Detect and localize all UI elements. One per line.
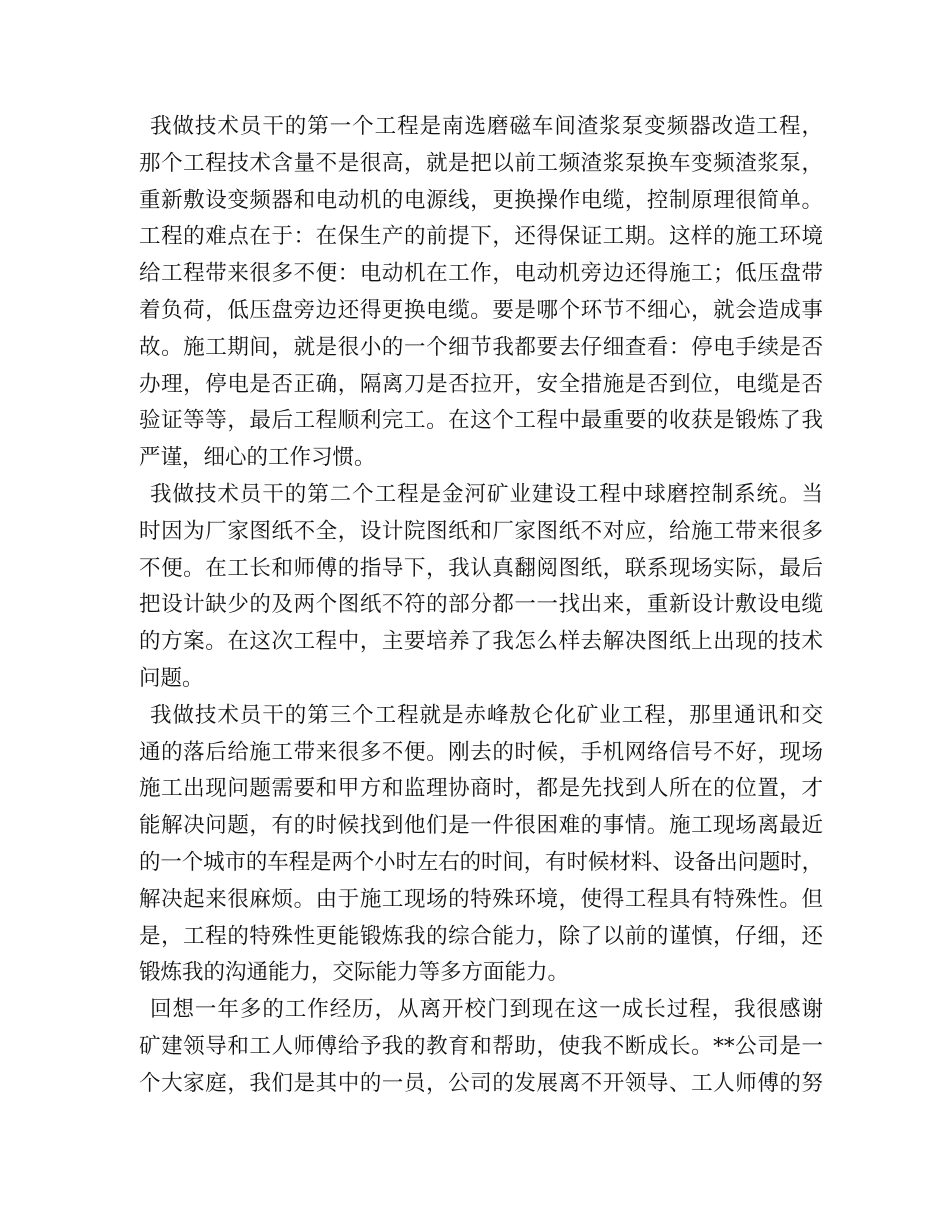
text-line: 个大家庭，我们是其中的一员，公司的发展离不开领导、工人师傅的努 <box>139 1070 823 1096</box>
text-line: 矿建领导和工人师傅给予我的教育和帮助，使我不断成长。**公司是一 <box>139 1033 823 1059</box>
text-line: 的一个城市的车程是两个小时左右的时间，有时候材料、设备出问题时， <box>139 849 823 875</box>
text-line: 那个工程技术含量不是很高，就是把以前工频渣浆泵换车变频渣浆泵， <box>139 150 823 176</box>
text-line: 通的落后给施工带来很多不便。刚去的时候，手机网络信号不好，现场 <box>139 739 823 765</box>
text-line: 我做技术员干的第一个工程是南选磨磁车间渣浆泵变频器改造工程， <box>150 114 823 139</box>
text-line: 我做技术员干的第二个工程是金河矿业建设工程中球磨控制系统。当 <box>150 481 823 507</box>
text-line: 施工出现问题需要和甲方和监理协商时，都是先找到人所在的位置，才 <box>139 776 823 802</box>
text-line: 着负荷，低压盘旁边还得更换电缆。要是哪个环节不细心，就会造成事 <box>139 297 823 323</box>
text-line: 的方案。在这次工程中，主要培养了我怎么样去解决图纸上出现的技术 <box>139 629 823 655</box>
text-line: 验证等等，最后工程顺利完工。在这个工程中最重要的收获是锻炼了我 <box>139 408 823 434</box>
text-line: 给工程带来很多不便：电动机在工作，电动机旁边还得施工；低压盘带 <box>139 261 823 287</box>
text-line: 不便。在工长和师傅的指导下，我认真翻阅图纸，联系现场实际，最后 <box>139 555 823 581</box>
text-line: 工程的难点在于：在保生产的前提下，还得保证工期。这样的施工环境 <box>139 224 823 250</box>
text-line: 能解决问题，有的时候找到他们是一件很困难的事情。施工现场离最近 <box>139 813 823 839</box>
text-line: 锻炼我的沟通能力，交际能力等多方面能力。 <box>139 960 570 986</box>
text-line: 我做技术员干的第三个工程就是赤峰敖仑化矿业工程，那里通讯和交 <box>150 702 823 728</box>
text-line: 解决起来很麻烦。由于施工现场的特殊环境，使得工程具有特殊性。但 <box>139 886 823 912</box>
text-line: 问题。 <box>139 665 204 691</box>
text-line: 时因为厂家图纸不全，设计院图纸和厂家图纸不对应，给施工带来很多 <box>139 518 823 544</box>
text-line: 回想一年多的工作经历，从离开校门到现在这一成长过程，我很感谢 <box>150 997 823 1023</box>
text-line: 故。施工期间，就是很小的一个细节我都要去仔细查看：停电手续是否 <box>139 334 823 360</box>
text-line: 把设计缺少的及两个图纸不符的部分都一一找出来，重新设计敷设电缆 <box>139 592 823 618</box>
document-body <box>139 109 823 1103</box>
text-line: 重新敷设变频器和电动机的电源线，更换操作电缆，控制原理很简单。 <box>139 187 823 213</box>
text-line: 是，工程的特殊性更能锻炼我的综合能力，除了以前的谨慎，仔细，还 <box>139 923 823 949</box>
text-line: 办理，停电是否正确，隔离刀是否拉开，安全措施是否到位，电缆是否 <box>139 371 823 397</box>
text-line: 严谨，细心的工作习惯。 <box>139 445 376 471</box>
